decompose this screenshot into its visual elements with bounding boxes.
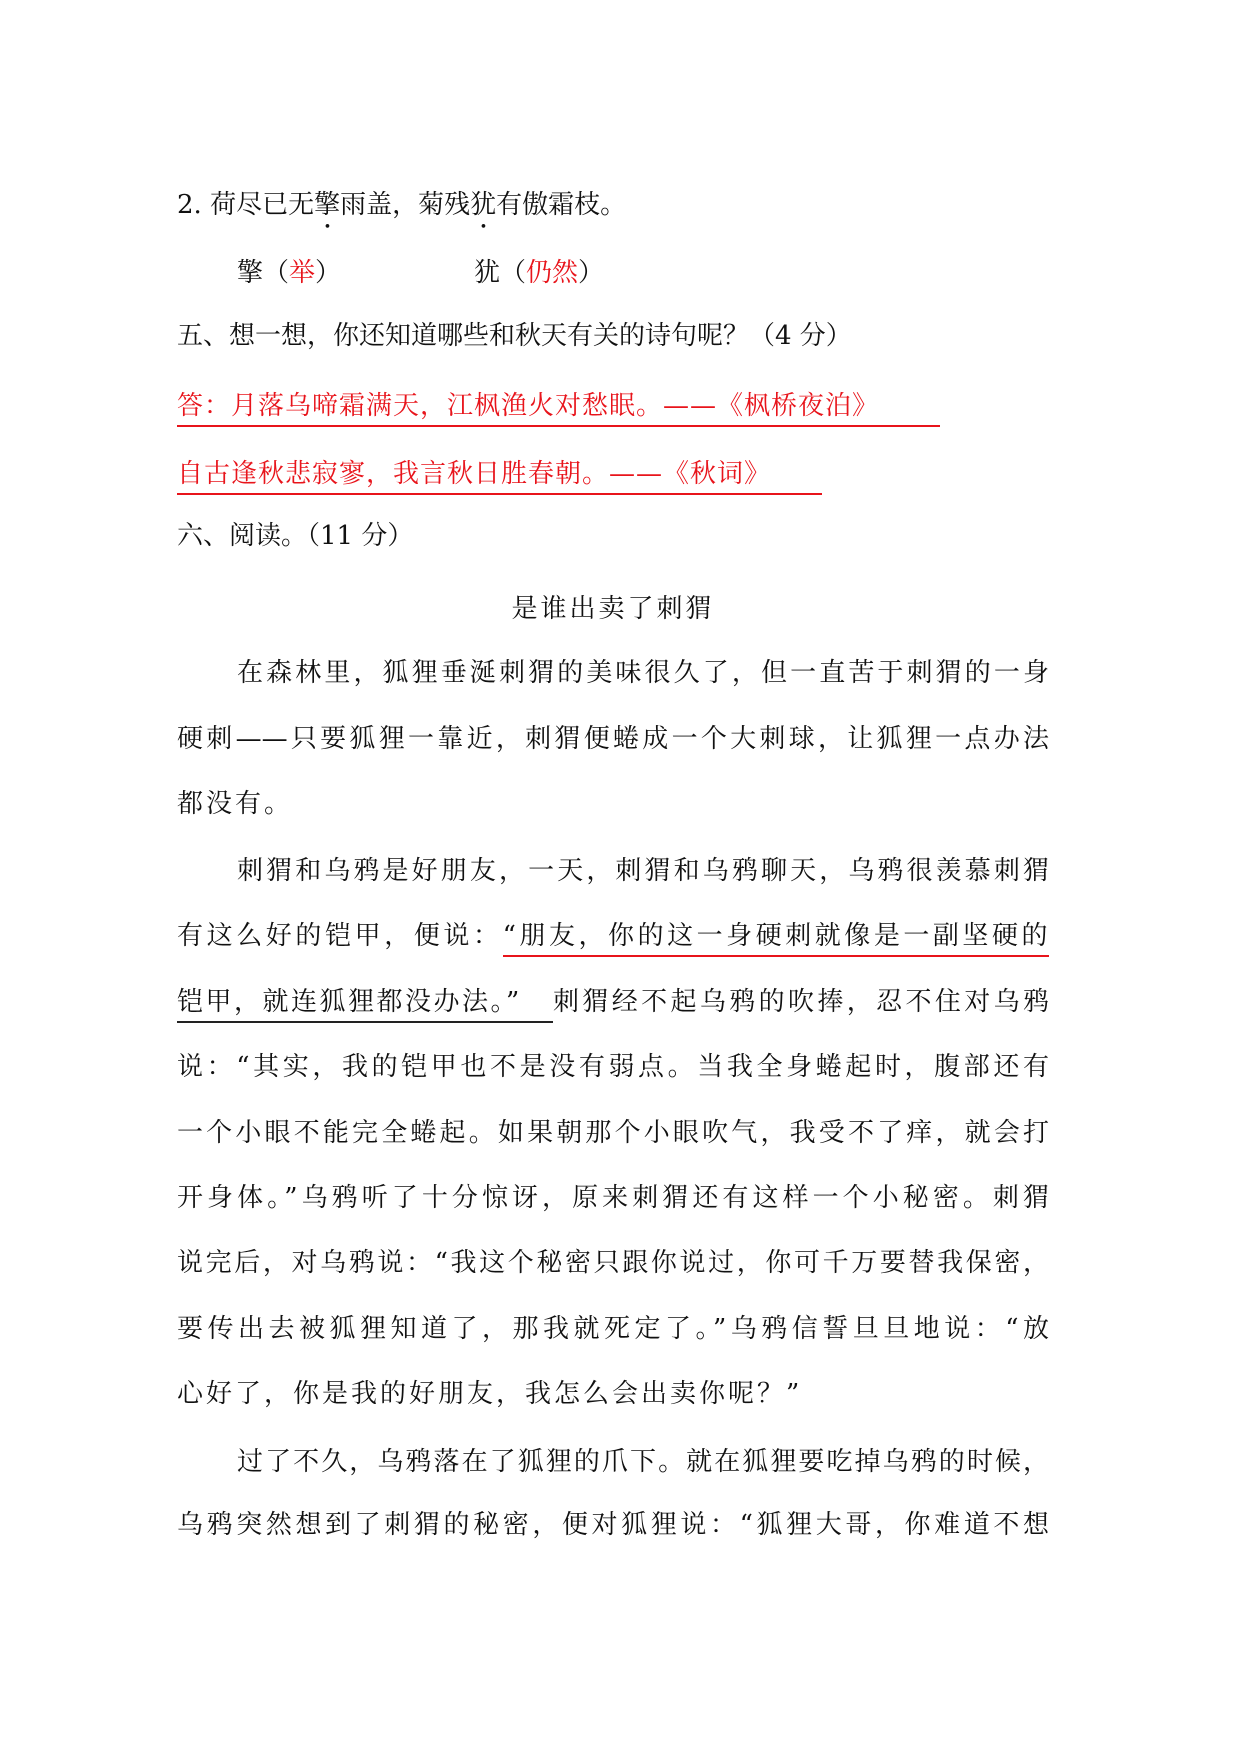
- story-line: 都没有。: [177, 789, 294, 819]
- section-5-answer-2: [177, 457, 822, 495]
- section-5-answer-1: [177, 389, 940, 427]
- emphasized-char: 擎: [314, 190, 341, 220]
- story-title: 是谁出卖了刺猬: [511, 594, 715, 624]
- emphasized-char: 犹: [470, 190, 497, 220]
- story-line: 要传出去被狐狸知道了，那我就死定了。”乌鸦信誓旦旦地说：“放: [177, 1314, 1049, 1344]
- story-line: 说完后，对乌鸦说：“我这个秘密只跟你说过，你可千万要替我保密，: [177, 1248, 1049, 1278]
- text: 2. 荷尽已无: [177, 190, 315, 220]
- story-line: 在森林里，狐狸垂涎刺猬的美味很久了，但一直苦于刺猬的一身: [237, 658, 1049, 688]
- question-2-line: [177, 188, 1049, 235]
- underlined-text: 铠甲，就连狐狸都没办法。”: [177, 985, 553, 1023]
- answer-text: 自古逢秋悲寂寥，我言秋日胜春朝。——《秋词》: [177, 457, 822, 495]
- answer-word-1: [237, 256, 1109, 290]
- text: 雨盖，菊残: [340, 190, 471, 220]
- section-6-title: 六、阅读。（11 分）: [177, 521, 414, 551]
- story-line: 刺猬和乌鸦是好朋友，一天，刺猬和乌鸦聊天，乌鸦很羡慕刺猬: [237, 856, 1049, 886]
- text: 有傲霜枝。: [496, 190, 627, 220]
- story-line: 开身体。”乌鸦听了十分惊讶，原来刺猬还有这样一个小秘密。刺猬: [177, 1183, 1049, 1213]
- word: 犹（: [474, 258, 527, 288]
- story-line: [177, 919, 1049, 957]
- story-line: 心好了，你是我的好朋友，我怎么会出卖你呢？”: [177, 1379, 803, 1409]
- text: 有这么好的铠甲，便说：: [177, 921, 503, 951]
- story-line: 说：“其实，我的铠甲也不是没有弱点。当我全身蜷起时，腹部还有: [177, 1052, 1049, 1082]
- story-line: [177, 985, 1049, 1023]
- text: 刺猬经不起乌鸦的吹捧，忍不住对乌鸦: [553, 987, 1049, 1017]
- paren: ）: [578, 258, 605, 288]
- underlined-text: “朋友，你的这一身硬刺就像是一副坚硬的: [503, 919, 1049, 957]
- answer: 举: [289, 258, 316, 288]
- paren: ）: [315, 258, 342, 288]
- answer-word-2: [474, 256, 604, 290]
- word: 擎（: [237, 258, 290, 288]
- section-5-title: 五、想一想，你还知道哪些和秋天有关的诗句呢？（4 分）: [177, 321, 852, 351]
- answer-text: 答：月落乌啼霜满天，江枫渔火对愁眠。——《枫桥夜泊》: [177, 389, 940, 427]
- story-line: 过了不久，乌鸦落在了狐狸的爪下。就在狐狸要吃掉乌鸦的时候，: [237, 1447, 1049, 1477]
- story-line: 乌鸦突然想到了刺猬的秘密，便对狐狸说：“狐狸大哥，你难道不想: [177, 1510, 1049, 1540]
- answer: 仍然: [526, 258, 579, 288]
- story-line: 一个小眼不能完全蜷起。如果朝那个小眼吹气，我受不了痒，就会打: [177, 1118, 1049, 1148]
- story-line: 硬刺——只要狐狸一靠近，刺猬便蜷成一个大刺球，让狐狸一点办法: [177, 724, 1049, 754]
